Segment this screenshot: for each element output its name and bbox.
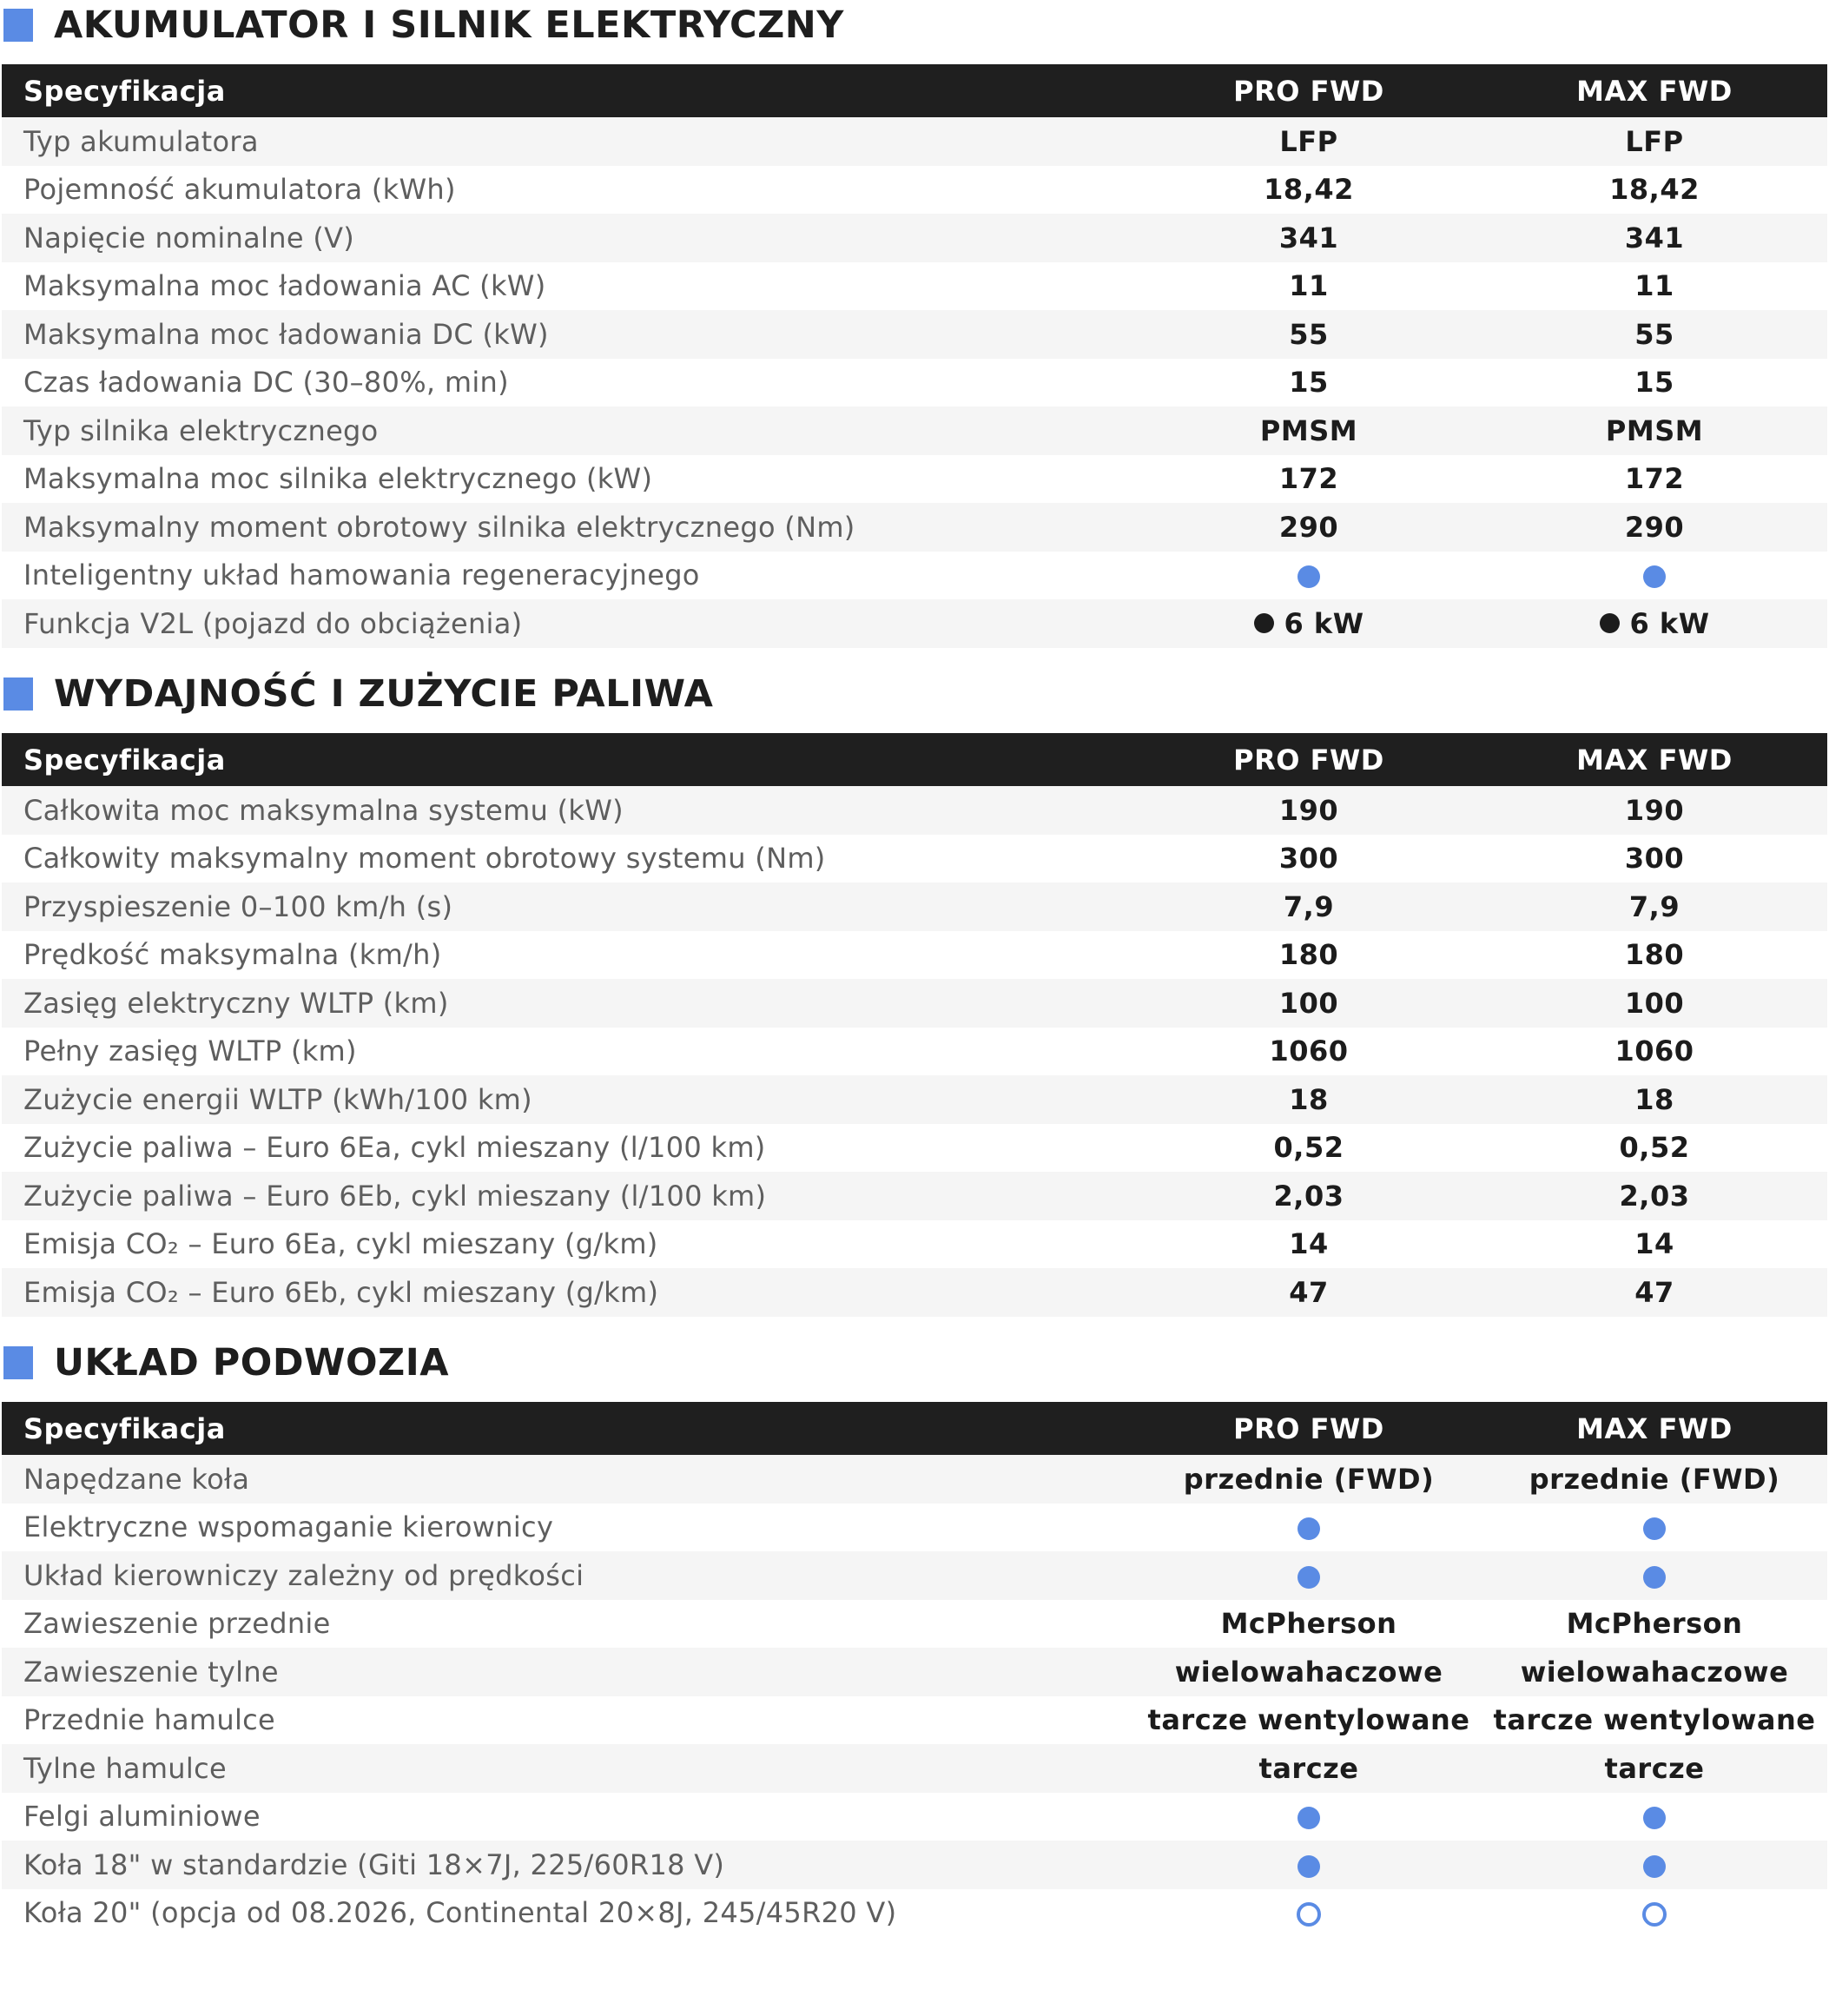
- pro-fwd-value: 7,9: [1283, 889, 1335, 923]
- spec-label: Maksymalna moc ładowania AC (kW): [23, 269, 546, 303]
- table-row: [2, 1124, 1827, 1173]
- table-row: [2, 1889, 1827, 1938]
- max-fwd-value: tarcze: [1604, 1751, 1705, 1785]
- pro-fwd-value: 0,52: [1273, 1131, 1344, 1165]
- standard-icon: [1297, 1517, 1320, 1540]
- max-fwd-value: 47: [1634, 1275, 1674, 1309]
- pro-fwd-value: 11: [1289, 269, 1329, 303]
- header-pro-fwd: PRO FWD: [1233, 1411, 1384, 1445]
- pro-fwd-value: 300: [1278, 842, 1339, 876]
- section-header: [0, 0, 1829, 64]
- table-row: [2, 1648, 1827, 1696]
- pro-fwd-value: 47: [1289, 1275, 1329, 1309]
- pro-fwd-value: 100: [1278, 986, 1339, 1020]
- table-row: [2, 1841, 1827, 1889]
- pro-fwd-value: 55: [1289, 317, 1329, 351]
- max-fwd-value: 100: [1624, 986, 1685, 1020]
- pro-fwd-value: [1136, 1504, 1482, 1552]
- pro-fwd-value: 290: [1278, 510, 1339, 544]
- spec-label: Czas ładowania DC (30–80%, min): [23, 366, 509, 400]
- standard-icon: [1297, 1566, 1320, 1589]
- spec-label: Maksymalna moc ładowania DC (kW): [23, 317, 549, 351]
- table-row: [2, 979, 1827, 1028]
- max-fwd-value: wielowahaczowe: [1520, 1655, 1789, 1689]
- table-row: [2, 931, 1827, 980]
- standard-icon: [1643, 565, 1666, 588]
- max-fwd-value: McPherson: [1566, 1607, 1743, 1641]
- standard-icon: [1643, 1807, 1666, 1829]
- max-fwd-value: LFP: [1625, 124, 1684, 158]
- standard-icon: [1297, 1855, 1320, 1878]
- spec-label: Felgi aluminiowe: [23, 1800, 261, 1834]
- header-pro-fwd: PRO FWD: [1233, 74, 1384, 108]
- max-fwd-value: [1482, 1889, 1827, 1938]
- section-marker-icon: [3, 678, 33, 711]
- optional-icon: [1642, 1902, 1667, 1927]
- pro-fwd-value: 15: [1289, 366, 1329, 400]
- table-row: [2, 835, 1827, 883]
- table-row: [2, 310, 1827, 359]
- table-row: [2, 1744, 1827, 1793]
- header-max-fwd: MAX FWD: [1576, 1411, 1733, 1445]
- header-specyfikacja: Specyfikacja: [23, 743, 226, 777]
- spec-label: Zawieszenie tylne: [23, 1655, 279, 1689]
- max-fwd-value: 15: [1634, 366, 1674, 400]
- table-row: [2, 262, 1827, 311]
- table-row: [2, 599, 1827, 648]
- pro-fwd-value: [1136, 552, 1482, 600]
- table-row: [2, 407, 1827, 455]
- pro-fwd-value: 18: [1289, 1082, 1329, 1116]
- spec-label: Koła 20" (opcja od 08.2026, Continental 20×8J, 245/45R20 V): [23, 1896, 897, 1930]
- table-row: [2, 214, 1827, 262]
- table-row: [2, 1075, 1827, 1124]
- table-row: [2, 786, 1827, 835]
- max-fwd-value: 190: [1624, 793, 1685, 827]
- table-row: [2, 166, 1827, 215]
- pro-fwd-value: 2,03: [1273, 1179, 1344, 1213]
- table-header-row: [2, 733, 1827, 786]
- standard-icon: [1643, 1855, 1666, 1878]
- pro-fwd-value: tarcze: [1258, 1751, 1359, 1785]
- spec-label: Zasięg elektryczny WLTP (km): [23, 986, 449, 1020]
- max-fwd-value: 180: [1624, 938, 1685, 972]
- section-title: UKŁAD PODWOZIA: [54, 1341, 449, 1385]
- max-fwd-value: 341: [1624, 221, 1685, 254]
- header-specyfikacja: Specyfikacja: [23, 74, 226, 108]
- spec-label: Typ silnika elektrycznego: [23, 413, 379, 447]
- section-title: AKUMULATOR I SILNIK ELEKTRYCZNY: [54, 3, 844, 47]
- table-row: [2, 882, 1827, 931]
- header-specyfikacja: Specyfikacja: [23, 1411, 226, 1445]
- section-header: [0, 1338, 1829, 1402]
- pro-fwd-value: 172: [1278, 462, 1339, 496]
- spec-label: Pełny zasięg WLTP (km): [23, 1034, 357, 1068]
- table-row: [2, 503, 1827, 552]
- black-dot-icon: [1600, 613, 1620, 633]
- max-fwd-value: [1482, 1793, 1827, 1841]
- max-fwd-value: [1482, 1504, 1827, 1552]
- table-row: [2, 455, 1827, 504]
- spec-table: [2, 733, 1827, 1317]
- section-marker-icon: [3, 9, 33, 42]
- max-fwd-value: 0,52: [1619, 1131, 1690, 1165]
- pro-fwd-value: [1136, 1889, 1482, 1938]
- spec-label: Tylne hamulce: [23, 1751, 227, 1785]
- section-header: [0, 669, 1829, 733]
- spec-label: Koła 18" w standardzie (Giti 18×7J, 225/60R18 V): [23, 1847, 725, 1881]
- spec-label: Maksymalny moment obrotowy silnika elektrycznego (Nm): [23, 510, 855, 544]
- spec-label: Układ kierowniczy zależny od prędkości: [23, 1558, 584, 1592]
- header-pro-fwd: PRO FWD: [1233, 743, 1384, 777]
- max-fwd-value: 14: [1634, 1227, 1674, 1261]
- standard-icon: [1643, 1517, 1666, 1540]
- optional-icon: [1297, 1902, 1321, 1927]
- spec-label: Zużycie paliwa – Euro 6Eb, cykl mieszany (l/100 km): [23, 1179, 767, 1213]
- spec-label: Maksymalna moc silnika elektrycznego (kW): [23, 462, 653, 496]
- spec-label: Całkowita moc maksymalna systemu (kW): [23, 793, 624, 827]
- spec-label: Funkcja V2L (pojazd do obciążenia): [23, 606, 523, 640]
- section-title: WYDAJNOŚĆ I ZUŻYCIE PALIWA: [54, 672, 714, 716]
- pro-fwd-value: tarcze wentylowane: [1147, 1703, 1470, 1737]
- spec-label: Prędkość maksymalna (km/h): [23, 938, 442, 972]
- pro-fwd-value: 18,42: [1264, 173, 1354, 207]
- table-row: [2, 1551, 1827, 1600]
- pro-fwd-value: PMSM: [1259, 413, 1358, 447]
- max-fwd-value: 300: [1624, 842, 1685, 876]
- max-fwd-value: 172: [1624, 462, 1685, 496]
- value-text: 6 kW: [1629, 606, 1710, 640]
- spec-label: Pojemność akumulatora (kWh): [23, 173, 456, 207]
- pro-fwd-value: [1136, 1793, 1482, 1841]
- spec-label: Napięcie nominalne (V): [23, 221, 355, 254]
- max-fwd-value: 11: [1634, 269, 1674, 303]
- pro-fwd-value: 1060: [1269, 1034, 1349, 1068]
- pro-fwd-value: 190: [1278, 793, 1339, 827]
- pro-fwd-value: 341: [1278, 221, 1339, 254]
- pro-fwd-value: [1136, 1841, 1482, 1889]
- spec-table: [2, 64, 1827, 648]
- max-fwd-value: 290: [1624, 510, 1685, 544]
- table-row: [2, 1600, 1827, 1649]
- table-row: [2, 359, 1827, 407]
- spec-label: Emisja CO₂ – Euro 6Eb, cykl mieszany (g/km): [23, 1275, 659, 1309]
- table-row: [2, 1455, 1827, 1504]
- value-text: 6 kW: [1284, 606, 1364, 640]
- pro-fwd-value: [1136, 1551, 1482, 1600]
- header-max-fwd: MAX FWD: [1576, 74, 1733, 108]
- spec-table: [2, 1402, 1827, 1937]
- spec-label: Przednie hamulce: [23, 1703, 276, 1737]
- max-fwd-value: [1482, 1841, 1827, 1889]
- max-fwd-value: przednie (FWD): [1529, 1462, 1780, 1496]
- pro-fwd-value: McPherson: [1220, 1607, 1397, 1641]
- max-fwd-value: 2,03: [1619, 1179, 1690, 1213]
- spec-label: Zawieszenie przednie: [23, 1607, 331, 1641]
- table-row: [2, 1028, 1827, 1076]
- table-row: [2, 1504, 1827, 1552]
- max-fwd-value: 18: [1634, 1082, 1674, 1116]
- section-marker-icon: [3, 1346, 33, 1379]
- spec-label: Zużycie energii WLTP (kWh/100 km): [23, 1082, 532, 1116]
- table-row: [2, 552, 1827, 600]
- section-wydajnosc-i-zuzycie-paliwa: [0, 669, 1829, 1317]
- max-fwd-value: 7,9: [1628, 889, 1680, 923]
- max-fwd-value: [1482, 599, 1827, 648]
- table-row: [2, 1172, 1827, 1220]
- max-fwd-value: [1482, 552, 1827, 600]
- pro-fwd-value: LFP: [1279, 124, 1338, 158]
- pro-fwd-value: 14: [1289, 1227, 1329, 1261]
- max-fwd-value: 1060: [1614, 1034, 1694, 1068]
- pro-fwd-value: [1136, 599, 1482, 648]
- max-fwd-value: [1482, 1551, 1827, 1600]
- table-row: [2, 1793, 1827, 1841]
- standard-icon: [1297, 1807, 1320, 1829]
- section-uklad-podwozia: [0, 1338, 1829, 1937]
- max-fwd-value: PMSM: [1605, 413, 1704, 447]
- pro-fwd-value: wielowahaczowe: [1174, 1655, 1443, 1689]
- spec-label: Inteligentny układ hamowania regeneracyjnego: [23, 559, 700, 592]
- spec-label: Elektryczne wspomaganie kierownicy: [23, 1510, 554, 1544]
- table-row: [2, 1696, 1827, 1745]
- max-fwd-value: tarcze wentylowane: [1493, 1703, 1816, 1737]
- black-dot-icon: [1254, 613, 1274, 633]
- table-row: [2, 117, 1827, 166]
- pro-fwd-value: przednie (FWD): [1183, 1462, 1435, 1496]
- spec-label: Emisja CO₂ – Euro 6Ea, cykl mieszany (g/km): [23, 1227, 658, 1261]
- spec-label: Całkowity maksymalny moment obrotowy systemu (Nm): [23, 842, 826, 876]
- standard-icon: [1297, 565, 1320, 588]
- spec-label: Typ akumulatora: [23, 124, 259, 158]
- table-row: [2, 1268, 1827, 1317]
- table-header-row: [2, 64, 1827, 117]
- spec-label: Napędzane koła: [23, 1462, 250, 1496]
- table-row: [2, 1220, 1827, 1269]
- table-header-row: [2, 1402, 1827, 1455]
- standard-icon: [1643, 1566, 1666, 1589]
- max-fwd-value: 55: [1634, 317, 1674, 351]
- pro-fwd-value: 180: [1278, 938, 1339, 972]
- spec-label: Przyspieszenie 0–100 km/h (s): [23, 889, 453, 923]
- max-fwd-value: 18,42: [1609, 173, 1700, 207]
- spec-label: Zużycie paliwa – Euro 6Ea, cykl mieszany (l/100 km): [23, 1131, 766, 1165]
- header-max-fwd: MAX FWD: [1576, 743, 1733, 777]
- section-akumulator-i-silnik-elektryczny: [0, 0, 1829, 648]
